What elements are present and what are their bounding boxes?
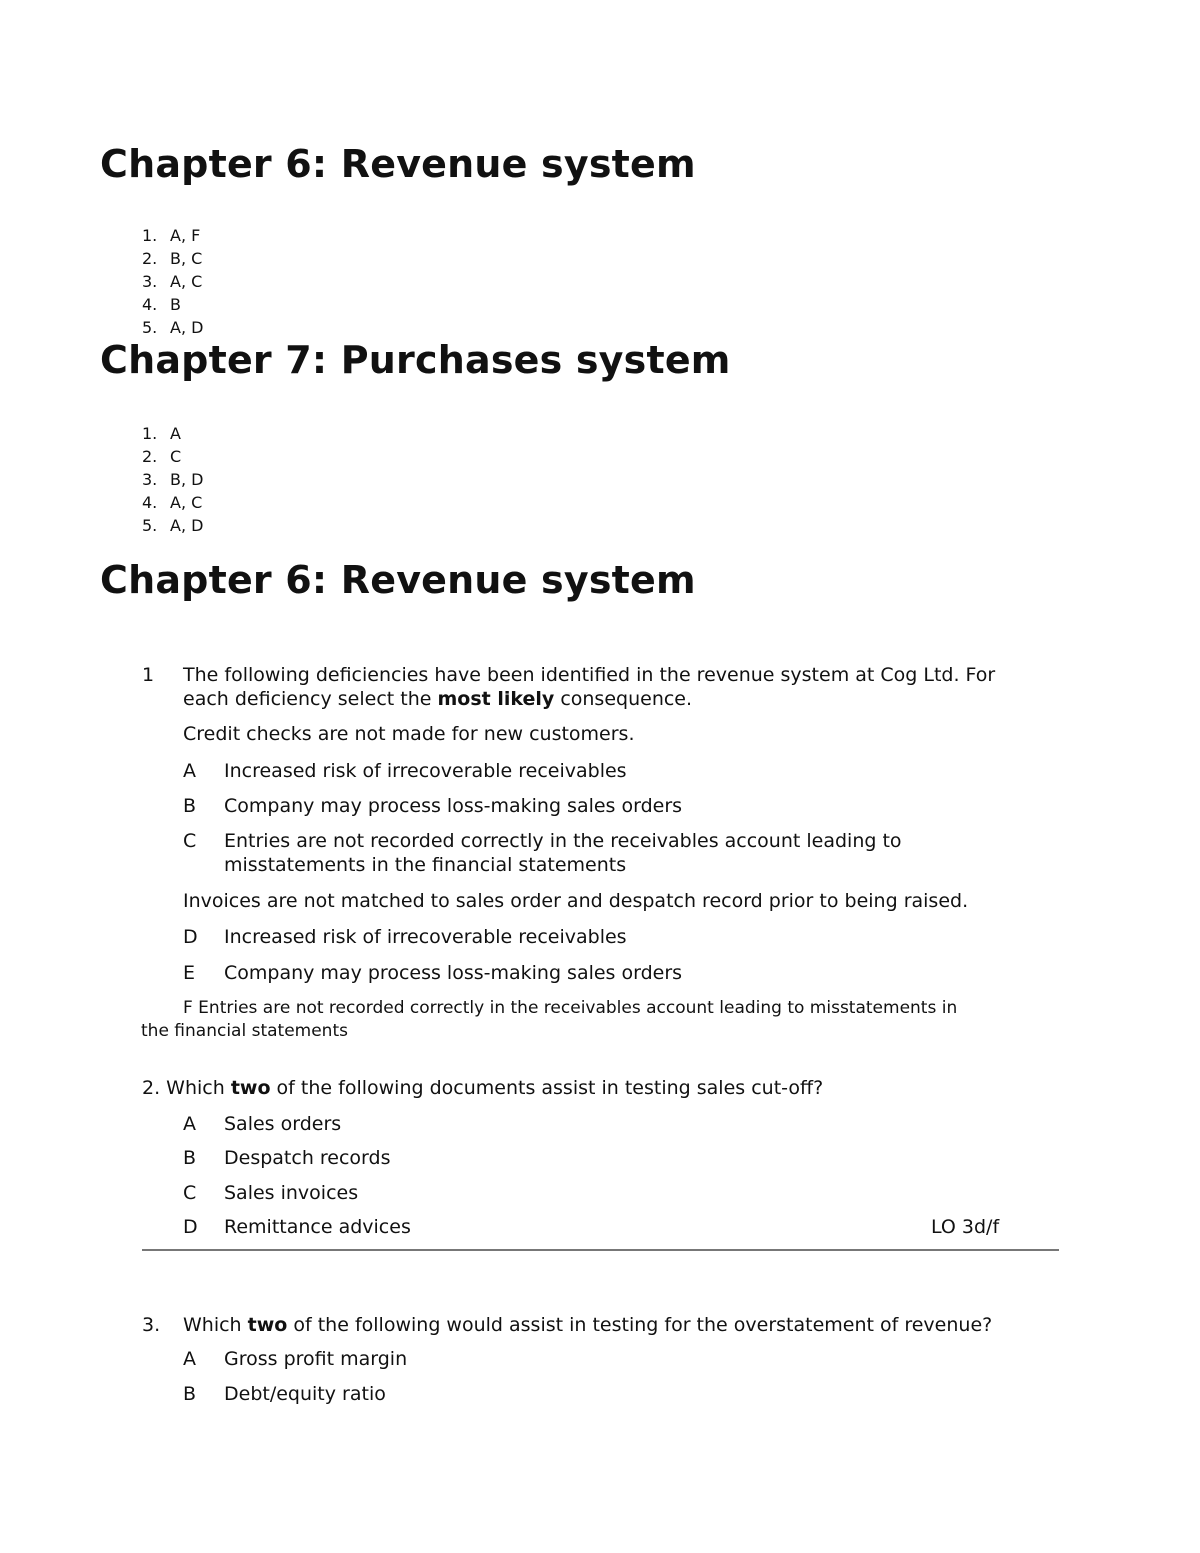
q1-option-c-text-line2: misstatements in the financial statements	[224, 854, 627, 876]
q1-text-line2: each deficiency select the most likely consequence.	[183, 688, 693, 710]
q1-option-d-text: Increased risk of irrecoverable receivables	[224, 926, 627, 948]
q1-option-e-text: Company may process loss-making sales orders	[224, 962, 683, 984]
q2-option-d-text: Remittance advices	[224, 1216, 411, 1238]
q1-stem-1: Credit checks are not made for new customers.	[183, 723, 635, 745]
q3-option-b-text: Debt/equity ratio	[224, 1383, 386, 1405]
ch7-answer-3: 3. B, D	[142, 470, 204, 489]
q3-option-a-text: Gross profit margin	[224, 1348, 408, 1370]
q1-option-c-letter: C	[183, 830, 197, 852]
q2-option-a-text: Sales orders	[224, 1113, 342, 1135]
q2-option-b-letter: B	[183, 1147, 197, 1169]
q1-option-b-text: Company may process loss-making sales orders	[224, 795, 683, 817]
chapter-6-questions-heading: Chapter 6: Revenue system	[100, 558, 696, 602]
q3-number: 3.	[142, 1314, 161, 1336]
q1-option-a-letter: A	[183, 760, 196, 782]
chapter-6-heading: Chapter 6: Revenue system	[100, 142, 696, 186]
ch6-answer-1: 1. A, F	[142, 226, 201, 245]
ch6-answer-5: 5. A, D	[142, 318, 204, 337]
q1-text-line1: The following deficiencies have been identified in the revenue system at Cog Ltd. For	[183, 664, 996, 686]
q2-option-a-letter: A	[183, 1113, 196, 1135]
q1-option-f-line1: F Entries are not recorded correctly in the receivables account leading to misstatements in	[183, 998, 958, 1018]
ch7-answer-4: 4. A, C	[142, 493, 203, 512]
ch7-answer-1: 1. A	[142, 424, 181, 443]
q2-learning-outcome-ref: LO 3d/f	[931, 1216, 1000, 1238]
q1-option-b-letter: B	[183, 795, 197, 817]
q1-stem-2: Invoices are not matched to sales order and despatch record prior to being raised.	[183, 890, 969, 912]
q1-number: 1	[142, 664, 155, 686]
q2-text: 2. Which two of the following documents assist in testing sales cut-off?	[142, 1077, 824, 1099]
q3-option-b-letter: B	[183, 1383, 197, 1405]
q2-option-b-text: Despatch records	[224, 1147, 391, 1169]
section-divider	[142, 1249, 1059, 1251]
ch6-answer-3: 3. A, C	[142, 272, 203, 291]
q1-option-e-letter: E	[183, 962, 196, 984]
q1-option-d-letter: D	[183, 926, 198, 948]
q2-option-d-letter: D	[183, 1216, 198, 1238]
q1-option-c-text: Entries are not recorded correctly in the receivables account leading to	[224, 830, 902, 852]
q3-text: Which two of the following would assist in testing for the overstatement of revenue?	[183, 1314, 993, 1336]
q1-option-a-text: Increased risk of irrecoverable receivables	[224, 760, 627, 782]
ch7-answer-5: 5. A, D	[142, 516, 204, 535]
q2-option-c-text: Sales invoices	[224, 1182, 359, 1204]
q2-option-c-letter: C	[183, 1182, 197, 1204]
ch6-answer-4: 4. B	[142, 295, 181, 314]
ch6-answer-2: 2. B, C	[142, 249, 203, 268]
q3-option-a-letter: A	[183, 1348, 196, 1370]
q1-option-f-line2: the financial statements	[141, 1021, 348, 1041]
chapter-7-heading: Chapter 7: Purchases system	[100, 338, 731, 382]
ch7-answer-2: 2. C	[142, 447, 182, 466]
